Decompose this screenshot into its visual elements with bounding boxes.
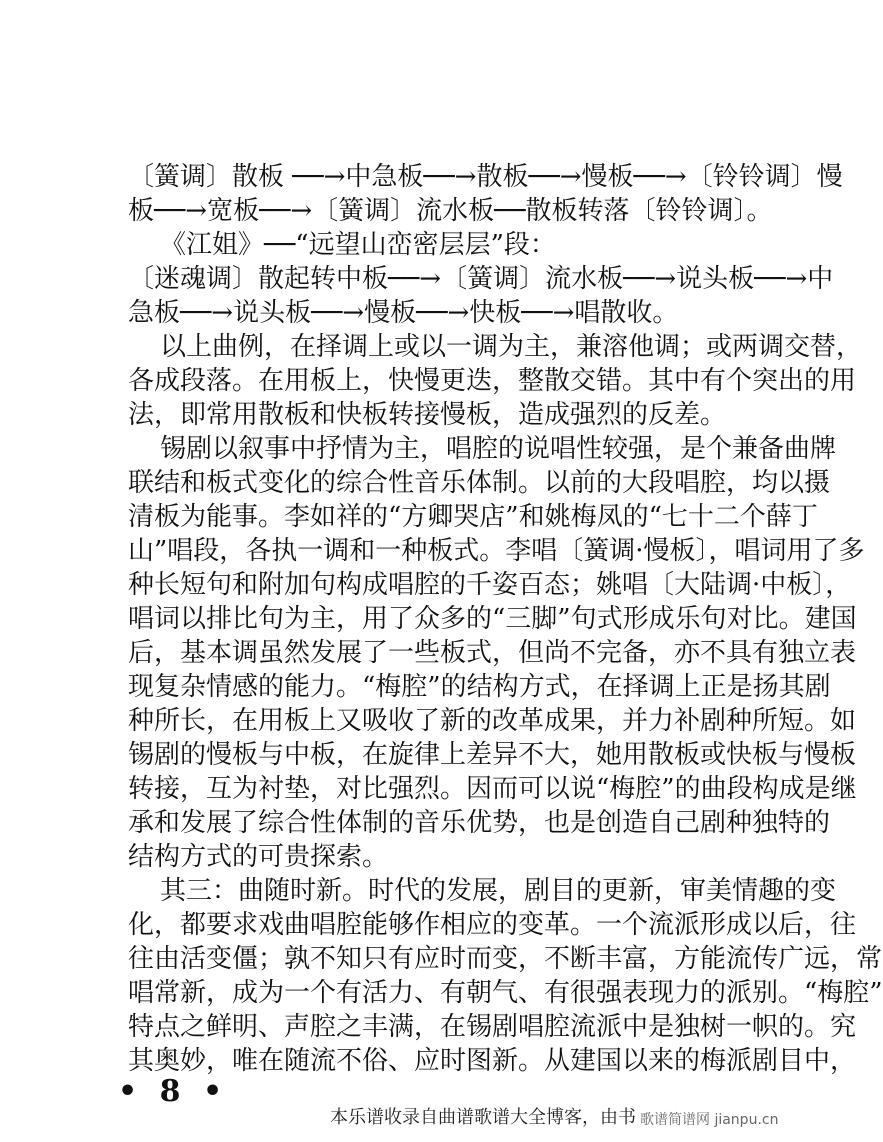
text-line: 锡剧以叙事中抒情为主，唱腔的说唱性较强，是个兼备曲牌 bbox=[160, 434, 837, 464]
text-line: 结构方式的可贵探索。 bbox=[128, 842, 389, 872]
page-number: • 8 • bbox=[118, 1074, 229, 1109]
text-line: 急板──→说头板──→慢板──→快板──→唱散收。 bbox=[128, 298, 679, 328]
text-line: 联结和板式变化的综合性音乐体制。以前的大段唱腔，均以摄 bbox=[128, 468, 831, 498]
footer-note: 本乐谱收录自曲谱歌谱大全博客，由书 bbox=[330, 1107, 636, 1128]
text-line: 特点之鲜明、声腔之丰满，在锡剧唱腔流派中是独树一帜的。究 bbox=[128, 1012, 857, 1042]
text-line: 板──→宽板──→〔簧调〕流水板──散板转落〔铃铃调〕。 bbox=[128, 196, 773, 226]
text-line: 〔迷魂调〕散起转中板──→〔簧调〕流水板──→说头板──→中 bbox=[128, 264, 834, 294]
text-line: 山”唱段，各执一调和一种板式。李唱〔簧调·慢板〕，唱词用了多 bbox=[128, 536, 865, 566]
text-line: 承和发展了综合性体制的音乐优势，也是创造自己剧种独特的 bbox=[128, 808, 831, 838]
text-line: 唱常新，成为一个有活力、有朝气、有很强表现力的派别。“梅腔” bbox=[128, 978, 883, 1008]
text-line: 种所长，在用板上又吸收了新的改革成果，并力补剧种所短。如 bbox=[128, 706, 857, 736]
text-line: 其三：曲随时新。时代的发展，剧目的更新，审美情趣的变 bbox=[160, 876, 837, 906]
text-line: 〔簧调〕散板 ──→中急板──→散板──→慢板──→〔铃铃调〕慢 bbox=[128, 162, 843, 192]
text-line: 《江姐》──“远望山峦密层层”段： bbox=[160, 230, 556, 260]
watermark-text: 歌谱简谱网 jianpu.cn bbox=[640, 1112, 779, 1128]
text-line: 往由活变僵；孰不知只有应时而变，不断丰富，方能流传广远，常 bbox=[128, 944, 883, 974]
text-line: 转接，互为衬垫，对比强烈。因而可以说“梅腔”的曲段构成是继 bbox=[128, 774, 857, 804]
text-line: 种长短句和附加句构成唱腔的千姿百态；姚唱〔大陆调·中板〕， bbox=[128, 570, 852, 600]
text-line: 以上曲例，在择调上或以一调为主，兼溶他调；或两调交替， bbox=[160, 332, 863, 362]
text-line: 锡剧的慢板与中板，在旋律上差异不大，她用散板或快板与慢板 bbox=[128, 740, 857, 770]
text-line: 现复杂情感的能力。“梅腔”的结构方式，在择调上正是扬其剧 bbox=[128, 672, 831, 702]
text-line: 法，即常用散板和快板转接慢板，造成强烈的反差。 bbox=[128, 400, 727, 430]
text-line: 后，基本调虽然发展了一些板式，但尚不完备，亦不具有独立表 bbox=[128, 638, 857, 668]
text-line: 清板为能事。李如祥的“方卿哭店”和姚梅凤的“七十二个薛丁 bbox=[128, 502, 818, 532]
text-line: 唱词以排比句为主，用了众多的“三脚”句式形成乐句对比。建国 bbox=[128, 604, 857, 634]
text-line: 其奥妙，唯在随流不俗、应时图新。从建国以来的梅派剧目中， bbox=[128, 1046, 857, 1076]
text-line: 化，都要求戏曲唱腔能够作相应的变革。一个流派形成以后，往 bbox=[128, 910, 857, 940]
text-line: 各成段落。在用板上，快慢更迭，整散交错。其中有个突出的用 bbox=[128, 366, 857, 396]
